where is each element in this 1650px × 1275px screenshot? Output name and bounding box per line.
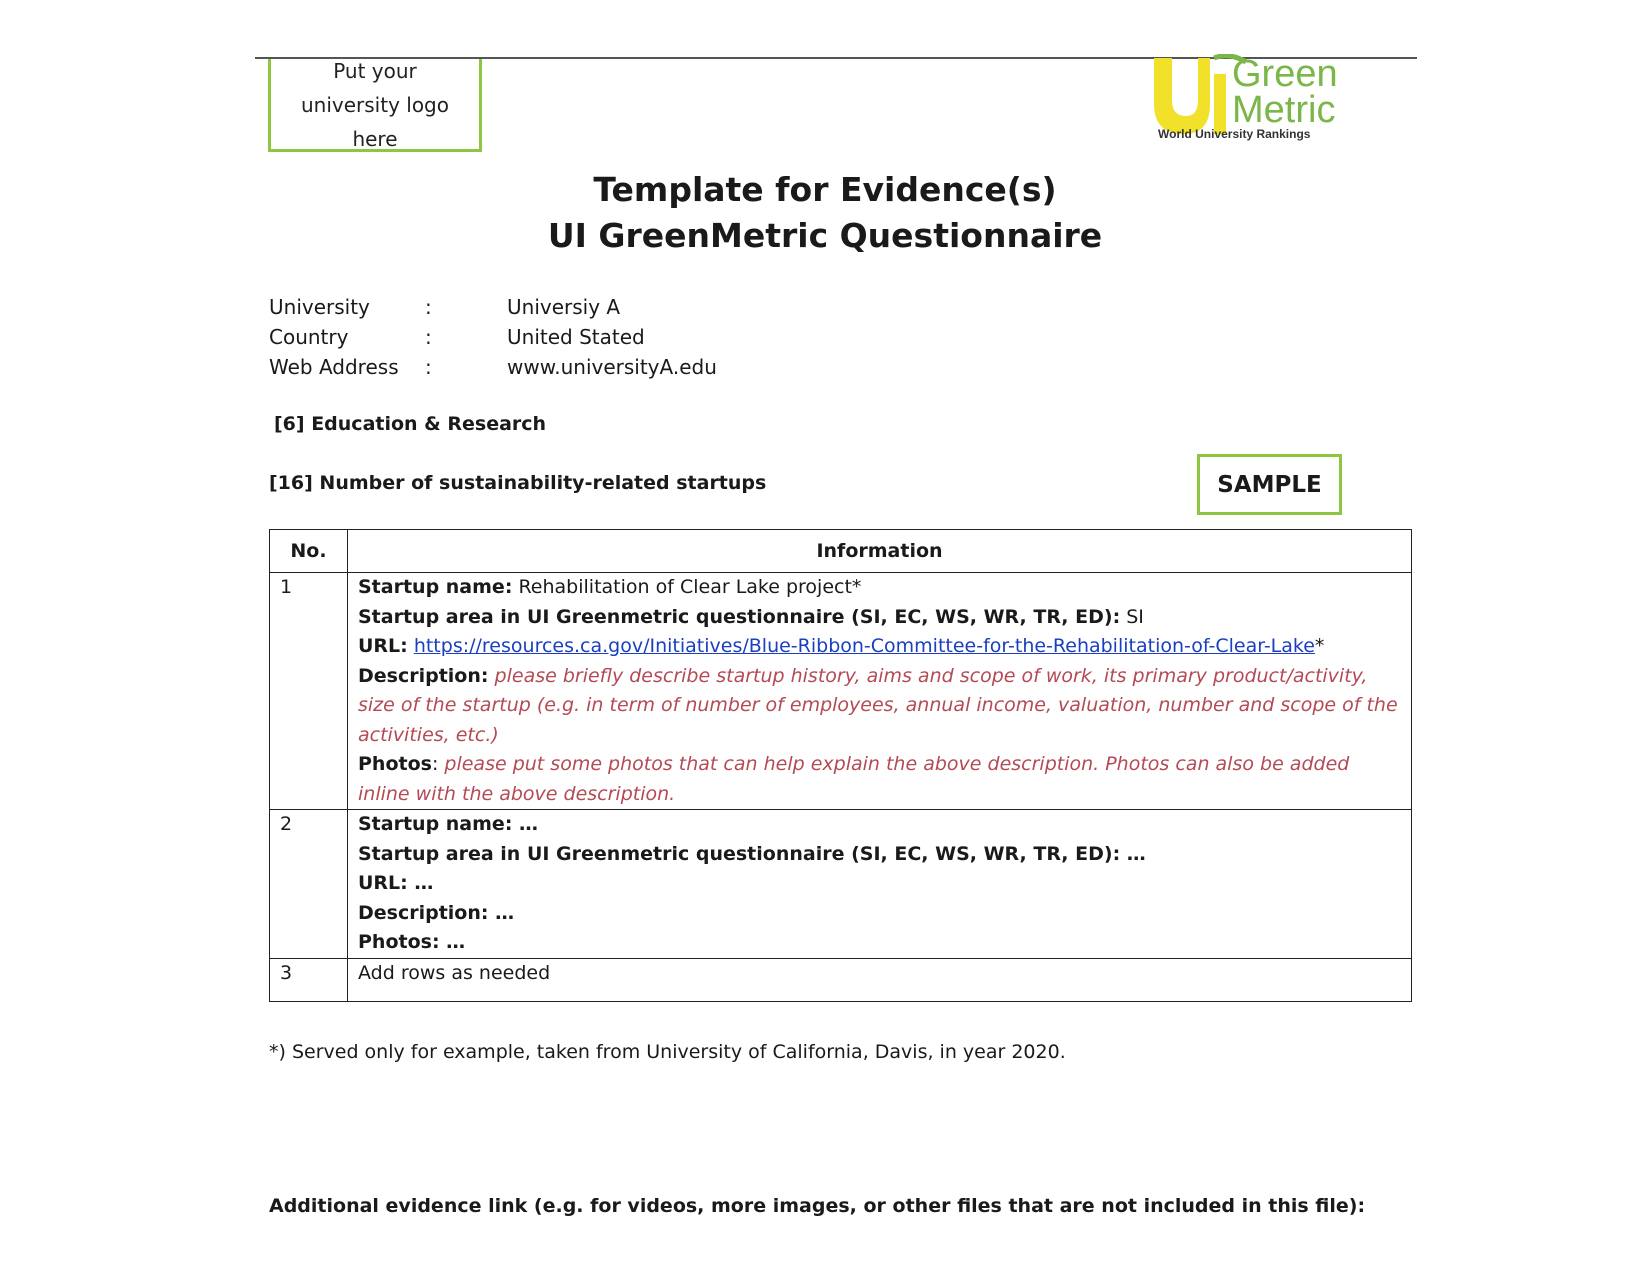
column-header-information: Information xyxy=(348,530,1412,573)
question-heading: [16] Number of sustainability-related startups xyxy=(269,472,767,494)
startup-url-link[interactable]: https://resources.ca.gov/Initiatives/Blue-Ribbon-Committee-for-the-Rehabilitation-of-Clear-Lake xyxy=(413,635,1315,657)
meta-label: University xyxy=(269,295,370,319)
description-line xyxy=(358,662,1401,751)
field-label: Startup area in UI Greenmetric questionnaire (SI, EC, WS, WR, TR, ED): xyxy=(358,605,1121,628)
field-label: Startup name: xyxy=(358,576,513,598)
field-colon: : xyxy=(431,753,439,775)
additional-evidence-heading: Additional evidence link (e.g. for videos, more images, or other files that are not included in this file): xyxy=(269,1195,1366,1217)
meta-colon: : xyxy=(425,355,432,379)
meta-value: Universiy A xyxy=(507,295,621,319)
column-header-no: No. xyxy=(270,530,348,573)
description-line: Description: … xyxy=(358,901,515,924)
brand-word-metric: Metric xyxy=(1232,89,1336,131)
startup-name-line xyxy=(358,573,1401,603)
meta-row-web-address xyxy=(269,352,717,382)
row-information xyxy=(348,810,1412,959)
meta-row-university xyxy=(269,292,717,322)
url-line: URL: … xyxy=(358,872,434,894)
field-hint: please put some photos that can help explain the above description. Photos can also be added inline with the above description. xyxy=(358,753,1350,805)
evidence-table xyxy=(269,529,1412,1002)
url-footnote-mark: * xyxy=(1314,635,1325,657)
startup-area-line xyxy=(358,603,1401,633)
row-number: 2 xyxy=(270,810,348,959)
url-line xyxy=(358,632,1401,662)
meta-value: United Stated xyxy=(507,325,645,349)
field-hint: please briefly describe startup history, aims and scope of work, its primary product/activity, size of the startup (e.g. in term of number of employees, annual income, valuation, number and scope of the activities, etc.) xyxy=(358,664,1398,746)
startup-name-line: Startup name: … xyxy=(358,813,539,835)
meta-row-country xyxy=(269,322,717,352)
field-label: Photos xyxy=(358,753,432,775)
meta-colon: : xyxy=(425,295,432,319)
row-number: 1 xyxy=(270,573,348,810)
photos-line: Photos: … xyxy=(358,931,466,953)
university-info xyxy=(269,292,717,382)
photos-line xyxy=(358,750,1401,809)
greenmetric-logo xyxy=(1150,54,1350,142)
brand-tagline: World University Rankings xyxy=(1158,127,1311,141)
meta-label: Web Address xyxy=(269,355,399,379)
meta-value: www.universityA.edu xyxy=(507,355,717,379)
row-number: 3 xyxy=(270,958,348,1001)
field-label: URL: xyxy=(358,635,408,657)
row-information: Add rows as needed xyxy=(348,958,1412,1001)
field-value: SI xyxy=(1120,605,1144,628)
footnote: *) Served only for example, taken from University of California, Davis, in year 2020. xyxy=(269,1041,1066,1063)
brand-word-green: Green xyxy=(1232,54,1338,95)
meta-colon: : xyxy=(425,325,432,349)
startup-area-line: Startup area in UI Greenmetric questionnaire (SI, EC, WS, WR, TR, ED): … xyxy=(358,842,1146,865)
page-title: Template for Evidence(s) xyxy=(593,170,1057,209)
table-row xyxy=(270,573,1412,810)
table-row xyxy=(270,958,1412,1001)
table-header-row xyxy=(270,530,1412,573)
page-subtitle: UI GreenMetric Questionnaire xyxy=(547,216,1103,255)
field-value: Rehabilitation of Clear Lake project* xyxy=(512,576,862,598)
meta-label: Country xyxy=(269,325,349,349)
section-heading: [6] Education & Research xyxy=(274,413,547,435)
university-logo-placeholder: Put your university logo here xyxy=(268,59,482,152)
field-label: Description: xyxy=(358,664,489,687)
sample-badge: SAMPLE xyxy=(1197,454,1342,515)
row-information xyxy=(348,573,1412,810)
table-row xyxy=(270,810,1412,959)
